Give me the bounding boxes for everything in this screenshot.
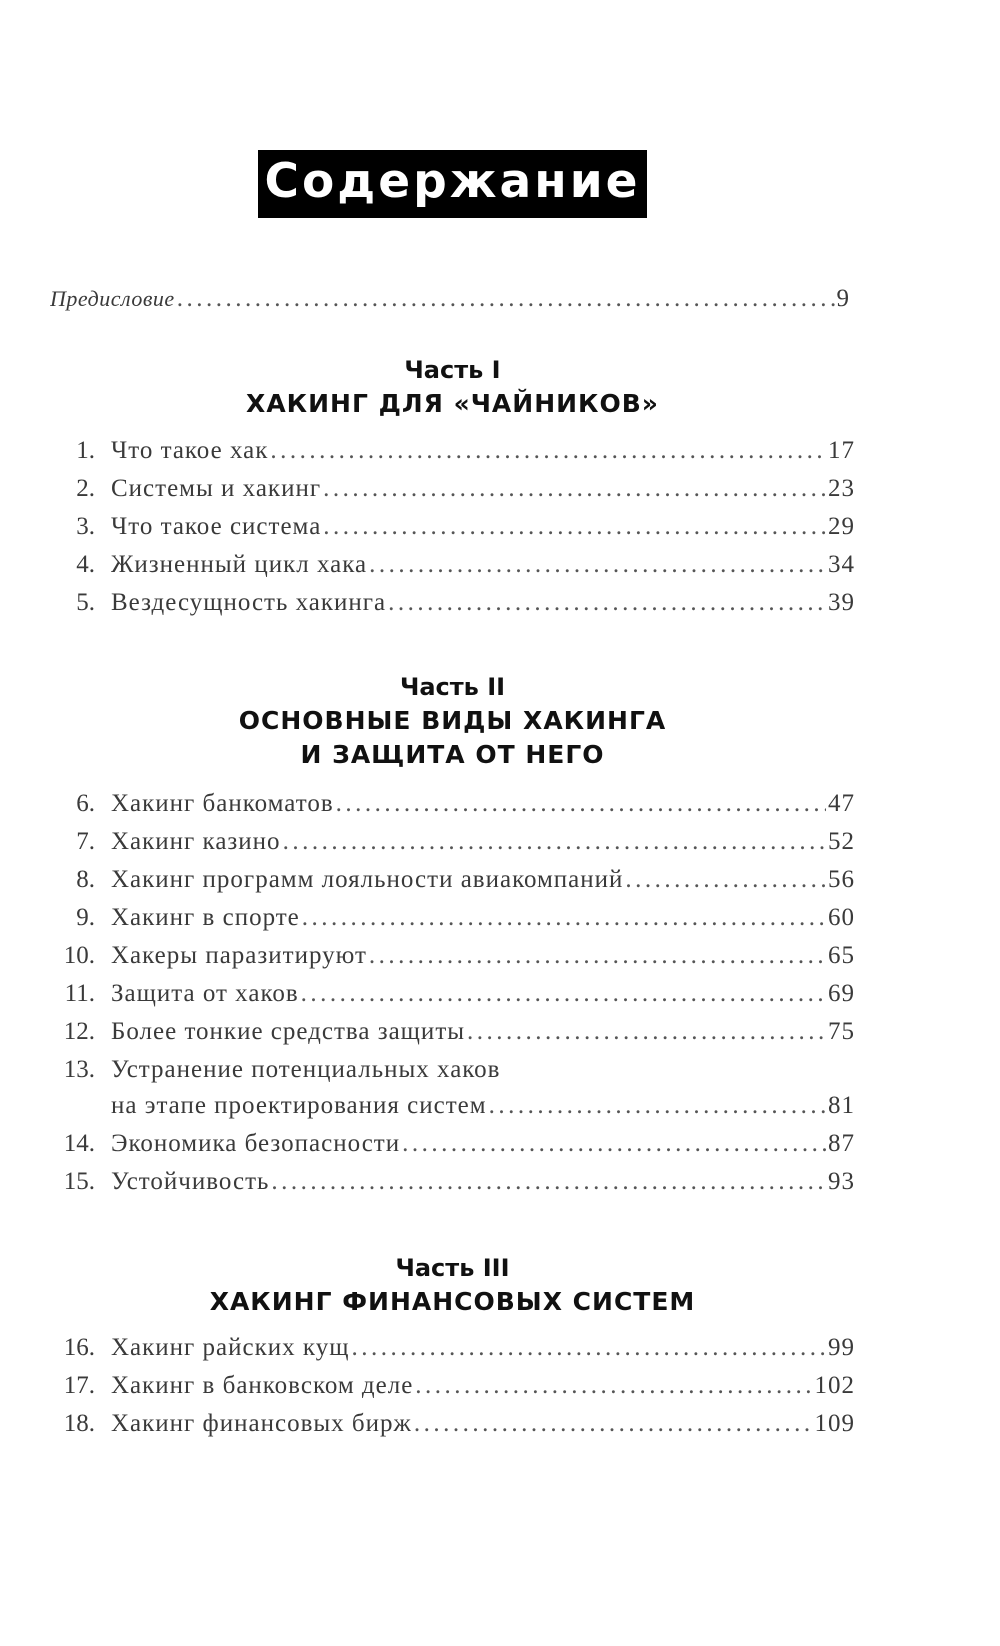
- part-2-heading: [0, 670, 905, 772]
- toc-entry-page: 39: [828, 589, 855, 616]
- toc-entry-line: [111, 1087, 855, 1125]
- toc-entry[interactable]: [55, 1367, 855, 1407]
- toc-entry-title-line-2: на этапе проектирования систем: [111, 1092, 487, 1119]
- toc-entry-title: Что такое хак: [111, 437, 269, 464]
- chapter-number: 16.: [63, 1334, 95, 1361]
- toc-entry-title: Хакинг казино: [111, 828, 281, 855]
- toc-entry[interactable]: [55, 584, 855, 624]
- toc-entry-line: [111, 508, 855, 546]
- toc-entry-page: 17: [828, 437, 855, 464]
- toc-entry[interactable]: [55, 1125, 855, 1165]
- toc-entry-line: [111, 785, 855, 823]
- dot-leader: [323, 470, 826, 508]
- toc-entry-page: 56: [828, 866, 855, 893]
- chapter-number: 5.: [76, 589, 95, 616]
- toc-entry-line: [111, 899, 855, 937]
- toc-entry[interactable]: [55, 546, 855, 586]
- part-label: Часть III: [395, 1254, 510, 1282]
- dot-leader: [625, 861, 826, 899]
- toc-entry[interactable]: [55, 1051, 855, 1129]
- part-3-heading: [0, 1251, 905, 1319]
- toc-entry-page: 47: [828, 790, 855, 817]
- toc-entry-title: Хакинг райских кущ: [111, 1334, 350, 1361]
- toc-entry[interactable]: [55, 823, 855, 863]
- toc-entry-page: 102: [814, 1372, 855, 1399]
- toc-entry[interactable]: [55, 508, 855, 548]
- toc-entry-page: 65: [828, 942, 855, 969]
- part-title: ХАКИНГ ФИНАНСОВЫХ СИСТЕМ: [209, 1287, 696, 1316]
- toc-entry-title: Хакинг в банковском деле: [111, 1372, 414, 1399]
- toc-entry-preface[interactable]: [50, 280, 850, 320]
- chapter-number: 15.: [63, 1168, 95, 1195]
- chapter-number: 12.: [63, 1018, 95, 1045]
- part-title-line-1: ОСНОВНЫЕ ВИДЫ ХАКИНГА: [238, 706, 667, 735]
- chapter-number: 8.: [76, 866, 95, 893]
- toc-entry-page: 9: [836, 285, 850, 312]
- dot-leader: [467, 1013, 826, 1051]
- toc-entry-line: [50, 280, 850, 318]
- chapter-number: 4.: [76, 551, 95, 578]
- toc-entry-line: [111, 937, 855, 975]
- dot-leader: [369, 546, 826, 584]
- toc-entry-title: Хакеры паразитируют: [111, 942, 367, 969]
- toc-entry[interactable]: [55, 470, 855, 510]
- toc-entry[interactable]: [55, 899, 855, 939]
- dot-leader: [323, 508, 826, 546]
- dot-leader: [489, 1087, 826, 1125]
- toc-entry-page: 109: [814, 1410, 855, 1437]
- toc-entry-line: [111, 861, 855, 899]
- toc-entry-page: 99: [828, 1334, 855, 1361]
- chapter-number: 2.: [76, 475, 95, 502]
- toc-entry[interactable]: [55, 937, 855, 977]
- chapter-number: 10.: [63, 942, 95, 969]
- toc-entry[interactable]: [55, 861, 855, 901]
- part-title: ХАКИНГ ДЛЯ «ЧАЙНИКОВ»: [246, 389, 659, 418]
- toc-entry-title: Что такое система: [111, 513, 322, 540]
- toc-entry-title: Хакинг в спорте: [111, 904, 300, 931]
- toc-entry-title: Хакинг банкоматов: [111, 790, 334, 817]
- chapter-number: 6.: [76, 790, 95, 817]
- part-label: Часть II: [399, 673, 506, 701]
- toc-entry-page: 34: [828, 551, 855, 578]
- toc-entry-line: [111, 975, 855, 1013]
- part-label: Часть I: [404, 356, 501, 384]
- part-1-heading: [0, 353, 905, 421]
- toc-entry-title: Защита от хаков: [111, 980, 299, 1007]
- chapter-number: 9.: [76, 904, 95, 931]
- toc-entry-line: [111, 584, 855, 622]
- toc-entry-title: Системы и хакинг: [111, 475, 322, 502]
- toc-entry-line: [111, 470, 855, 508]
- chapter-number: 14.: [63, 1130, 95, 1157]
- chapter-number: 17.: [63, 1372, 95, 1399]
- toc-entry[interactable]: [55, 432, 855, 472]
- chapter-number: 3.: [76, 513, 95, 540]
- dot-leader: [388, 584, 826, 622]
- toc-entry-page: 69: [828, 980, 855, 1007]
- toc-entry[interactable]: [55, 785, 855, 825]
- toc-title-container: [0, 150, 905, 218]
- toc-entry-page: 81: [828, 1092, 855, 1119]
- chapter-number: 18.: [63, 1410, 95, 1437]
- toc-entry-page: 52: [828, 828, 855, 855]
- toc-entry-title: Предисловие: [50, 286, 175, 311]
- toc-entry-page: 23: [828, 475, 855, 502]
- toc-entry[interactable]: [55, 1013, 855, 1053]
- toc-entry-title: Экономика безопасности: [111, 1130, 401, 1157]
- toc-entry-page: 93: [828, 1168, 855, 1195]
- dot-leader: [302, 899, 826, 937]
- toc-entry[interactable]: [55, 1405, 855, 1445]
- chapter-number: 11.: [64, 980, 95, 1007]
- chapter-number: 7.: [76, 828, 95, 855]
- toc-entry-page: 60: [828, 904, 855, 931]
- dot-leader: [270, 432, 826, 470]
- toc-entry-title-line-1: Устранение потенциальных хаков: [111, 1056, 501, 1083]
- toc-entry-line: [111, 1367, 855, 1405]
- toc-entry-line: [111, 1013, 855, 1051]
- dot-leader: [414, 1405, 813, 1443]
- toc-entry-line: [111, 1405, 855, 1443]
- dot-leader: [283, 823, 826, 861]
- toc-entry-line: [111, 546, 855, 584]
- toc-entry-line: [111, 823, 855, 861]
- toc-entry-title: Устойчивость: [111, 1168, 270, 1195]
- dot-leader: [271, 1163, 826, 1201]
- toc-title: Содержание: [258, 150, 646, 218]
- toc-entry[interactable]: [55, 975, 855, 1015]
- dot-leader: [369, 937, 826, 975]
- toc-entry-line: [111, 1329, 855, 1367]
- part-title-line-2: И ЗАЩИТА ОТ НЕГО: [300, 740, 605, 769]
- dot-leader: [301, 975, 826, 1013]
- toc-entry[interactable]: [55, 1163, 855, 1203]
- toc-entry[interactable]: [55, 1329, 855, 1369]
- chapter-number: 13.: [63, 1056, 95, 1083]
- dot-leader: [402, 1125, 826, 1163]
- toc-entry-title: Жизненный цикл хака: [111, 551, 368, 578]
- toc-entry-page: 29: [828, 513, 855, 540]
- toc-entry-title: Вездесущность хакинга: [111, 589, 387, 616]
- toc-entry-line: [111, 432, 855, 470]
- chapter-number: 1.: [76, 437, 95, 464]
- toc-entry-title: Более тонкие средства защиты: [111, 1018, 466, 1045]
- dot-leader: [177, 280, 835, 318]
- toc-entry-title: Хакинг финансовых бирж: [111, 1410, 412, 1437]
- toc-entry-page: 75: [828, 1018, 855, 1045]
- toc-entry-page: 87: [828, 1130, 855, 1157]
- toc-entry-title: Хакинг программ лояльности авиакомпаний: [111, 866, 624, 893]
- toc-entry-line: [111, 1125, 855, 1163]
- dot-leader: [351, 1329, 826, 1367]
- dot-leader: [415, 1367, 812, 1405]
- dot-leader: [336, 785, 826, 823]
- toc-entry-line: [111, 1163, 855, 1201]
